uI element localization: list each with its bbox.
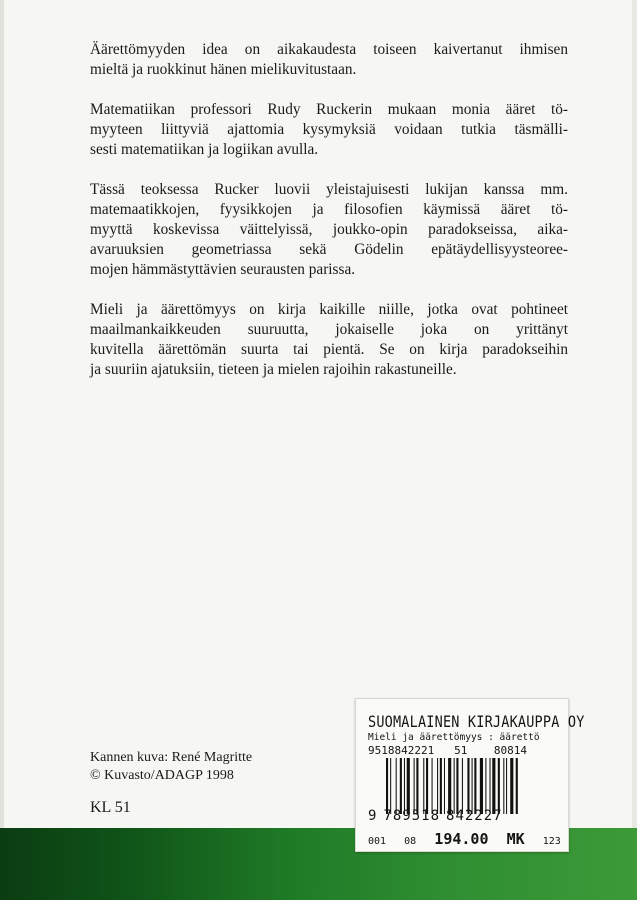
blurb-line: myyteen liittyviä ajattomia kysymyksiä voidaan tutkia täsmälli- — [90, 121, 568, 138]
barcode-bar — [456, 758, 458, 814]
barcode-bar — [437, 758, 438, 814]
blurb-paragraph-3 — [90, 180, 568, 280]
blurb-line: Mieli ja äärettömyys on kirja kaikille niille, jotka ovat pohtineet — [90, 301, 568, 318]
blurb-line: matemaatikkojen, fyysikkojen ja filosofien käymissä ääret tö- — [90, 201, 568, 218]
sticker-title-line: Mieli ja äärettömyys : äärettö — [368, 732, 540, 743]
barcode-bar — [472, 758, 473, 814]
blurb-line: maailmankaikkeuden suuruutta, jokaiselle joka on yrittänyt — [90, 321, 568, 338]
barcode-bar — [498, 758, 500, 814]
barcode-bar — [386, 758, 388, 814]
barcode-bar — [400, 758, 402, 814]
blurb-line: Tässä teoksessa Rucker luovii yleistajuisesti lukijan kanssa mm. — [90, 181, 568, 198]
barcode-bar — [510, 758, 513, 814]
blurb-line: Matematiikan professori Rudy Ruckerin mukaan monia ääret tö- — [90, 101, 568, 118]
barcode-bar — [426, 758, 428, 814]
blurb-line: kuvitella äärettömän suurta tai pientä. Se on kirja paradokseihin — [90, 341, 568, 358]
cover-credits — [90, 749, 252, 785]
stock-code: 80814 — [493, 744, 527, 757]
barcode-bar — [414, 758, 415, 814]
price-line — [368, 830, 561, 848]
blurb-paragraph-4 — [90, 300, 568, 380]
price-amount: 194.00 — [434, 830, 489, 848]
barcode-bar — [390, 758, 391, 814]
ean-left-group: 789518 — [383, 808, 441, 824]
blurb-line: mojen hämmästyttävien seurausten parissa. — [90, 261, 356, 278]
ean-number — [368, 808, 503, 824]
barcode-bar — [448, 758, 451, 814]
barcode-bar — [492, 758, 495, 814]
barcode-bar — [490, 758, 491, 814]
barcode-bar — [396, 758, 397, 814]
price-code-b: 08 — [404, 836, 417, 847]
barcode-bar — [506, 758, 507, 814]
barcode-bar — [462, 758, 463, 814]
price-sticker-content — [368, 707, 585, 848]
price-code-c: 123 — [542, 836, 561, 847]
barcode-bar — [467, 758, 469, 814]
barcode-bar — [423, 758, 424, 814]
ean-first-digit: 9 — [368, 808, 378, 824]
barcode-bar — [416, 758, 418, 814]
barcode-bar — [485, 758, 486, 814]
ean-right-group: 842227 — [446, 808, 503, 824]
cover-image-credit: Kannen kuva: René Magritte — [90, 750, 253, 765]
blurb-text — [90, 40, 568, 380]
barcode-bar — [503, 758, 504, 814]
blurb-line: ja suuriin ajatuksiin, tieteen ja mielen rajoihin rakastuneille. — [90, 361, 457, 378]
store-name: SUOMALAINEN KIRJAKAUPPA OY — [368, 713, 585, 732]
blurb-line: avaruuksien geometriassa sekä Gödelin epätäydellisyysteoree- — [90, 241, 568, 258]
barcode-image — [386, 758, 552, 814]
blurb-line: myyttä koskevissa väittelyissä, joukko-opin paradokseissa, aika- — [90, 221, 568, 238]
barcode-bar — [440, 758, 442, 814]
barcode-bar — [480, 758, 483, 814]
blurb-paragraph-2 — [90, 100, 568, 160]
barcode-bar — [454, 758, 455, 814]
library-class-code: KL 51 — [90, 799, 131, 816]
barcode-bar — [404, 758, 405, 814]
blurb-line: sesti matematiikan ja logiikan avulla. — [90, 141, 319, 158]
barcode-bar — [407, 758, 410, 814]
price-sticker — [355, 698, 585, 852]
price-currency: MK — [506, 830, 525, 848]
cover-left-edge — [0, 0, 4, 900]
barcode-bar — [516, 758, 518, 814]
barcode-bar — [432, 758, 433, 814]
isbn-code: 9518842221 — [368, 744, 435, 757]
cover-right-edge — [632, 0, 637, 900]
sticker-codes-line — [368, 744, 527, 757]
price-code-a: 001 — [368, 836, 387, 847]
product-group-code: 51 — [454, 744, 468, 757]
blurb-line: mieltä ja ruokkinut hänen mielikuvitustaan. — [90, 61, 357, 78]
blurb-paragraph-1 — [90, 40, 568, 80]
copyright-line: © Kuvasto/ADAGP 1998 — [90, 768, 234, 783]
barcode-bar — [444, 758, 445, 814]
barcode-bar — [474, 758, 476, 814]
blurb-line: Äärettömyyden idea on aikakaudesta toiseen kaivertanut ihmisen — [90, 41, 568, 58]
